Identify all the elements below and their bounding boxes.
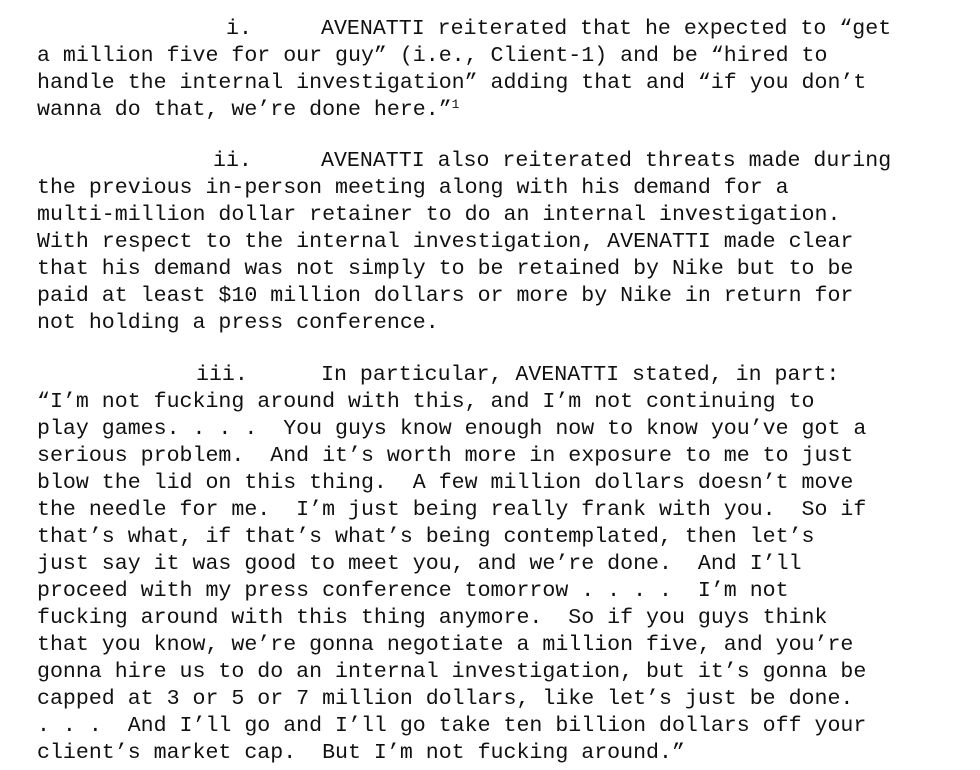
paragraph-line-text: wanna do that, we’re done here.” [37,98,452,122]
paragraph-last-line [37,97,459,124]
paragraph-line: paid at least $10 million dollars or more by Nike in return for [37,284,854,308]
quote-line: serious problem. And it’s worth more in exposure to me to just [37,444,854,468]
paragraph-line: multi-million dollar retainer to do an internal investigation. [37,203,841,227]
paragraph-lead-line: AVENATTI also reiterated threats made during [321,149,892,173]
paragraph-line: that his demand was not simply to be retained by Nike but to be [37,257,854,281]
quote-line: that’s what, if that’s what’s being contemplated, then let’s [37,525,815,549]
quote-line: gonna hire us to do an internal investigation, but it’s gonna be [37,660,867,684]
quote-line: the needle for me. I’m just being really frank with you. So if [37,498,867,522]
paragraph-line: With respect to the internal investigation, AVENATTI made clear [37,230,854,254]
paragraph-line: the previous in-person meeting along with his demand for a [37,176,789,200]
quote-line: that you know, we’re gonna negotiate a million five, and you’re [37,633,854,657]
quote-line: fucking around with this thing anymore. So if you guys think [37,606,828,630]
paragraph-lead-line: AVENATTI reiterated that he expected to “get [321,17,892,41]
quote-line: client’s market cap. But I’m not fucking around.” [37,741,685,765]
quote-line: capped at 3 or 5 or 7 million dollars, like let’s just be done. [37,687,854,711]
paragraph-line: a million five for our guy” (i.e., Client-1) and be “hired to [37,44,828,68]
paragraph-line: handle the internal investigation” adding that and “if you don’t [37,71,867,95]
footnote-ref: 1 [451,97,460,112]
paragraph-number: iii. [196,363,248,387]
paragraph-number: ii. [213,149,252,173]
quote-line: . . . And I’ll go and I’ll go take ten billion dollars off your [37,714,867,738]
quote-line: just say it was good to meet you, and we’re done. And I’ll [37,552,802,576]
quote-line: play games. . . . You guys know enough now to know you’ve got a [37,417,867,441]
paragraph-number: i. [226,17,252,41]
paragraph-line: not holding a press conference. [37,311,439,335]
quote-line: proceed with my press conference tomorrow . . . . I’m not [37,579,789,603]
paragraph-lead-line: In particular, AVENATTI stated, in part: [321,363,840,387]
quote-line: “I’m not fucking around with this, and I’m not continuing to [37,390,815,414]
quote-line: blow the lid on this thing. A few million dollars doesn’t move [37,471,854,495]
